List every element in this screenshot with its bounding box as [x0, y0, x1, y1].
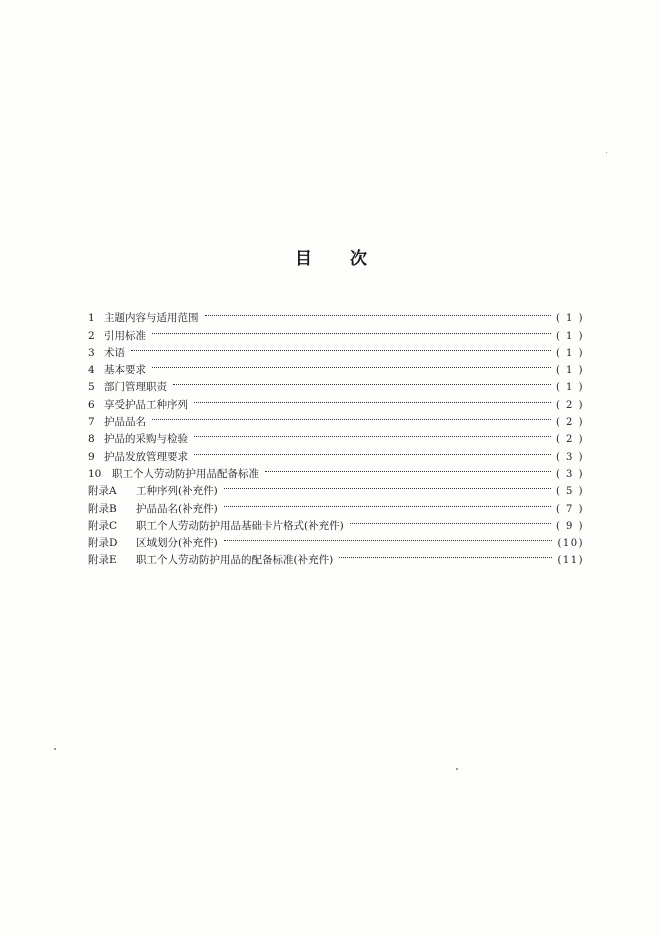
toc-leader-dots [194, 442, 553, 459]
toc-entry-number: 3 [88, 346, 95, 359]
toc-entry-page: ( 2 ) [555, 417, 584, 429]
toc-entry[interactable] [88, 339, 584, 359]
toc-entry-number: 1 [88, 312, 95, 325]
toc-leader-dots [350, 512, 553, 529]
toc-entry[interactable] [88, 321, 584, 342]
toc-entry-label: 部门管理职责 [104, 381, 167, 394]
toc-entry-number: 9 [88, 450, 95, 463]
toc-leader-dots [224, 494, 553, 511]
toc-leader-dots [205, 304, 553, 321]
toc-entry-label: 区域划分(补充件) [136, 537, 218, 550]
toc-entry-page: ( 1 ) [555, 382, 584, 394]
toc-entry-label: 护品发放管理要求 [104, 450, 188, 463]
toc-entry-page: (11) [557, 555, 584, 567]
toc-leader-dots [173, 373, 553, 390]
toc-entry-number: 附录E [88, 554, 117, 567]
toc-entry-label: 职工个人劳动防护用品的配备标准(补充件) [136, 554, 334, 567]
toc-entry-number: 6 [88, 398, 95, 411]
toc-entry-number: 7 [88, 416, 95, 429]
toc-entry[interactable] [88, 373, 584, 394]
toc-entry-number: 10 [88, 467, 102, 480]
toc-entry-label: 享受护品工种序列 [104, 398, 188, 411]
toc-entry-number: 4 [88, 364, 95, 377]
toc-entry-label: 工种序列(补充件) [136, 485, 218, 498]
scan-speck [54, 748, 56, 750]
toc-entry-page: ( 3 ) [555, 451, 584, 463]
toc-title [0, 244, 662, 269]
toc-entry-label: 职工个人劳动防护用品基础卡片格式(补充件) [136, 519, 344, 532]
toc-entry[interactable] [88, 356, 584, 377]
scan-speck [606, 152, 607, 153]
toc-leader-dots [152, 356, 553, 373]
toc-entry-label: 护品品名 [104, 416, 146, 429]
toc-entry-number: 附录C [88, 519, 118, 532]
toc-entry-page: ( 1 ) [555, 330, 584, 342]
toc-entry-page: ( 2 ) [555, 434, 584, 446]
toc-entry-page: ( 9 ) [555, 520, 584, 532]
toc-entry-page: ( 1 ) [555, 365, 584, 377]
toc-entry-page: ( 2 ) [555, 399, 584, 411]
toc-entry-label: 职工个人劳动防护用品配备标准 [112, 467, 259, 480]
toc-entry-label: 基本要求 [104, 364, 146, 377]
toc-leader-dots [224, 529, 555, 546]
toc-leader-dots [339, 546, 554, 563]
toc-leader-dots [194, 425, 553, 442]
toc-entry-number: 附录B [88, 502, 117, 515]
toc-leader-dots [194, 390, 553, 407]
toc-entry-label: 护品的采购与检验 [104, 433, 188, 446]
toc-leader-dots [131, 339, 553, 356]
toc-title-char-1: 目 [295, 249, 312, 269]
toc-title-char-2: 次 [350, 249, 367, 269]
toc-entry[interactable] [88, 408, 584, 429]
toc-entry[interactable] [88, 304, 584, 325]
toc-entry[interactable] [88, 425, 584, 446]
toc-entry-page: (10) [557, 538, 584, 550]
toc-entry-page: ( 1 ) [555, 313, 584, 325]
table-of-contents [88, 304, 584, 567]
scan-speck [456, 768, 458, 770]
toc-leader-dots [152, 321, 553, 338]
toc-entry-number: 2 [88, 329, 95, 342]
toc-entry-number: 附录A [88, 485, 117, 498]
toc-entry-page: ( 1 ) [555, 347, 584, 359]
toc-entry-label: 主题内容与适用范围 [104, 312, 199, 325]
toc-entry-page: ( 7 ) [555, 503, 584, 515]
toc-entry-label: 术语 [104, 346, 125, 359]
toc-entry-page: ( 5 ) [555, 486, 584, 498]
toc-entry-page: ( 3 ) [555, 468, 584, 480]
toc-entry-label: 护品品名(补充件) [136, 502, 218, 515]
toc-leader-dots [224, 477, 553, 494]
toc-entry-number: 附录D [88, 537, 118, 550]
toc-entry-number: 5 [88, 381, 95, 394]
toc-entry-number: 8 [88, 433, 95, 446]
toc-leader-dots [152, 408, 553, 425]
toc-entry-label: 引用标准 [104, 329, 146, 342]
toc-leader-dots [265, 460, 553, 477]
